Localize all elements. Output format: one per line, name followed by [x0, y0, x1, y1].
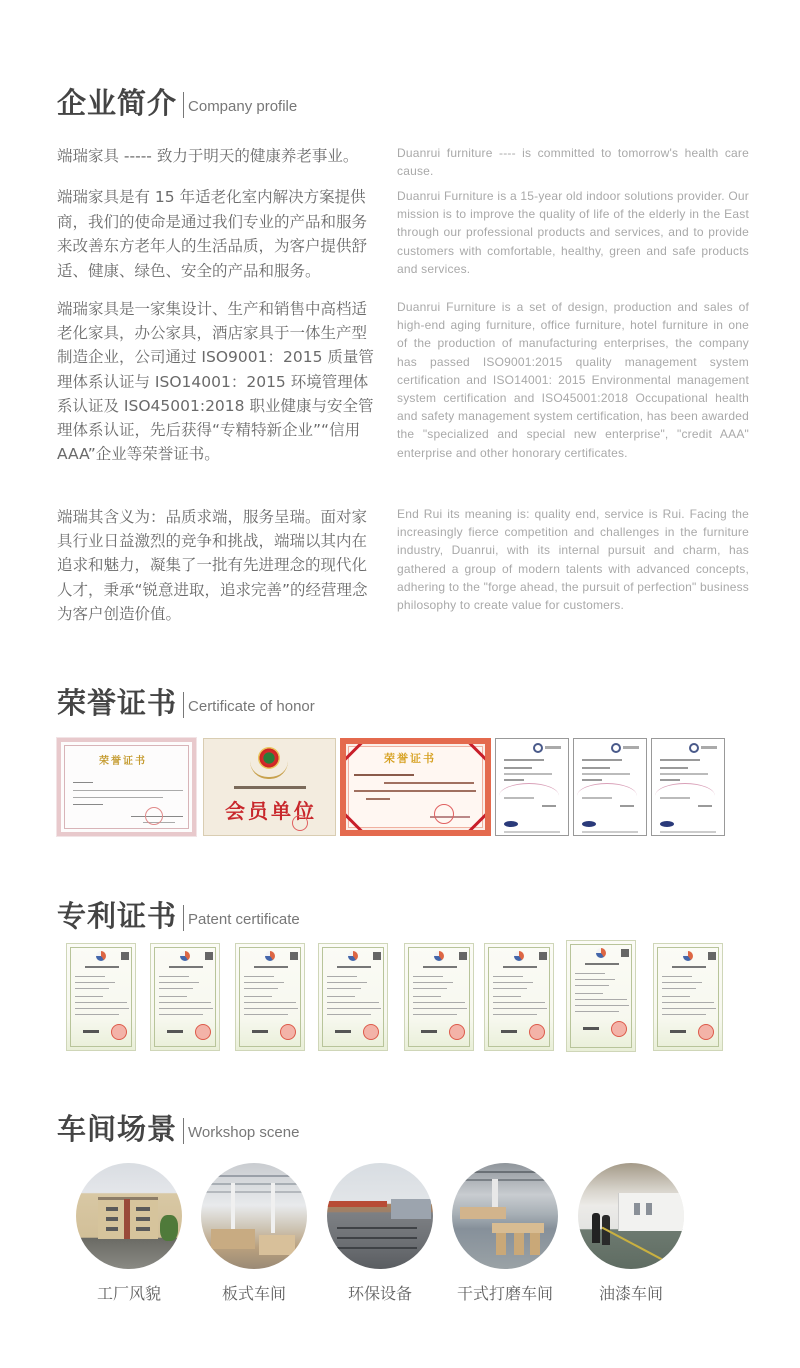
workshop-label: 板式车间 [221, 1284, 286, 1303]
workshop-label: 干式打磨车间 [456, 1284, 553, 1303]
patent-office-logo-icon [514, 951, 524, 961]
workshop-label: 环保设备 [347, 1284, 412, 1303]
profile-paragraph-en: Duanrui Furniture is a 15-year old indoor solutions provider. Our mission is to improve the quality of life of the elderly in the East through our professional products and services, and to provide customers with comfortable, healthy, green and safe products and services. [397, 189, 749, 276]
workshop-item-dry-sanding-workshop [450, 1163, 560, 1304]
workshop-item-paint-workshop [576, 1163, 686, 1304]
patent-certificate-image [653, 943, 723, 1051]
section-title-en: Company profile [188, 98, 298, 115]
section-header-company-profile [57, 84, 297, 120]
patent-certificate-image [235, 943, 305, 1051]
certificate-heading: 荣誉证书 [384, 752, 436, 765]
patent-certificate-image [404, 943, 474, 1051]
official-seal-icon [698, 1024, 714, 1040]
section-title-en: Certificate of honor [188, 698, 315, 715]
workshop-item-environmental-equipment [325, 1163, 435, 1304]
workshop-label: 工厂风貌 [96, 1284, 161, 1303]
certificate-heading: 荣誉证书 [99, 756, 147, 767]
patent-office-logo-icon [434, 951, 444, 961]
environmental-equipment-photo [327, 1163, 433, 1269]
official-seal-icon [280, 1024, 296, 1040]
workshop-label: 油漆车间 [598, 1284, 663, 1303]
honor-certificate-red-image [340, 738, 491, 836]
official-seal-icon [195, 1024, 211, 1040]
iso-certificate-image [495, 738, 569, 836]
qr-code-icon [459, 952, 467, 960]
qr-code-icon [621, 949, 629, 957]
qr-code-icon [708, 952, 716, 960]
patent-certificate-image [318, 943, 388, 1051]
qr-code-icon [373, 952, 381, 960]
official-seal-icon [363, 1024, 379, 1040]
member-unit-certificate-image [203, 738, 336, 836]
dry-sanding-workshop-photo [452, 1163, 558, 1269]
patent-office-logo-icon [683, 951, 693, 961]
section-title-en: Patent certificate [188, 911, 300, 928]
official-seal-icon [611, 1021, 627, 1037]
section-title-en: Workshop scene [188, 1124, 300, 1141]
section-header-patent-certificate [57, 897, 300, 933]
certificate-heading: 会员单位 [225, 799, 317, 823]
patent-office-logo-icon [596, 948, 606, 958]
section-title-cn: 企业简介 [57, 86, 178, 120]
patent-office-logo-icon [180, 951, 190, 961]
profile-paragraph-cn: 端瑞家具是有 15 年适老化室内解决方案提供商，我们的使命是通过我们专业的产品和服务来改善东方老年人的生活品质，为客户提供舒适、健康、绿色、安全的产品和服务。 [57, 188, 368, 280]
patent-office-logo-icon [348, 951, 358, 961]
iso-certificate-image [651, 738, 725, 836]
accreditation-badge-icon [504, 821, 518, 827]
qr-code-icon [290, 952, 298, 960]
patent-certificate-image [150, 943, 220, 1051]
profile-paragraph-en: End Rui its meaning is: quality end, service is Rui. Facing the increasingly fierce competition and challenges in the furniture industry, Duanrui, with its internal pursuit and charm, has gathered a group of modern talents with advanced concepts, adhering to the "forge ahead, the pursuit of perfection" business philosophy to create value for customers. [397, 507, 749, 613]
profile-paragraph-en: Duanrui furniture ---- is committed to tomorrow's health care cause. [397, 146, 749, 179]
profile-paragraph-en: Duanrui Furniture is a set of design, production and sales of high-end aging furniture, office furniture, hotel furniture in one of the production of manufacturing enterprises, the company has passed ISO9001:2015 quality management system certification and ISO14001: 2015 Environmental management system certification and ISO45001:2018 Occupational health and safety management system certification, has been awarded the "specialized and special new enterprise", "credit AAA" enterprise and other honorary certificates. [397, 300, 749, 460]
iso-certificate-image [573, 738, 647, 836]
patent-office-logo-icon [265, 951, 275, 961]
patent-certificate-image [566, 940, 636, 1052]
qr-code-icon [121, 952, 129, 960]
title-divider [183, 1118, 184, 1144]
panel-workshop-photo [201, 1163, 307, 1269]
official-seal-icon [529, 1024, 545, 1040]
patent-office-logo-icon [96, 951, 106, 961]
section-title-cn: 专利证书 [57, 899, 178, 933]
section-title-cn: 车间场景 [57, 1112, 178, 1146]
qr-code-icon [539, 952, 547, 960]
workshop-item-panel-workshop [199, 1163, 309, 1304]
factory-photo [76, 1163, 182, 1269]
section-header-workshop-scene [57, 1110, 299, 1146]
patent-certificate-image [484, 943, 554, 1051]
certification-logo-icon [689, 743, 699, 753]
certification-logo-icon [611, 743, 621, 753]
honor-certificate-image [57, 738, 196, 836]
title-divider [183, 905, 184, 931]
workshop-item-factory [74, 1163, 184, 1304]
title-divider [183, 692, 184, 718]
profile-paragraph-cn: 端瑞其含义为：品质求端，服务呈瑞。面对家具行业日益激烈的竞争和挑战，端瑞以其内在追求和魅力，凝集了一批有先进理念的现代化人才，秉承“锐意进取，追求完善”的经营理念为客户创造价值。 [57, 508, 368, 623]
paint-workshop-photo [578, 1163, 684, 1269]
official-seal-icon [449, 1024, 465, 1040]
patent-certificate-image [66, 943, 136, 1051]
accreditation-badge-icon [660, 821, 674, 827]
certification-logo-icon [533, 743, 543, 753]
profile-paragraph-cn: 端瑞家具 ----- 致力于明天的健康养老事业。 [57, 147, 359, 165]
profile-paragraph-cn: 端瑞家具是一家集设计、生产和销售中高档适老化家具，办公家具，酒店家具于一体生产型制造企业，公司通过 ISO9001：2015 质量管理体系认证与 ISO14001：2015 环境管理体系认证及 ISO45001:2018 职业健康与安全管理体系认证，先后获得“专精特新企业”“信用 AAA”企业等荣誉证书。 [57, 300, 374, 464]
qr-code-icon [205, 952, 213, 960]
section-header-certificate-of-honor [57, 684, 315, 720]
section-title-cn: 荣誉证书 [57, 686, 178, 720]
title-divider [183, 92, 184, 118]
official-seal-icon [111, 1024, 127, 1040]
accreditation-badge-icon [582, 821, 596, 827]
